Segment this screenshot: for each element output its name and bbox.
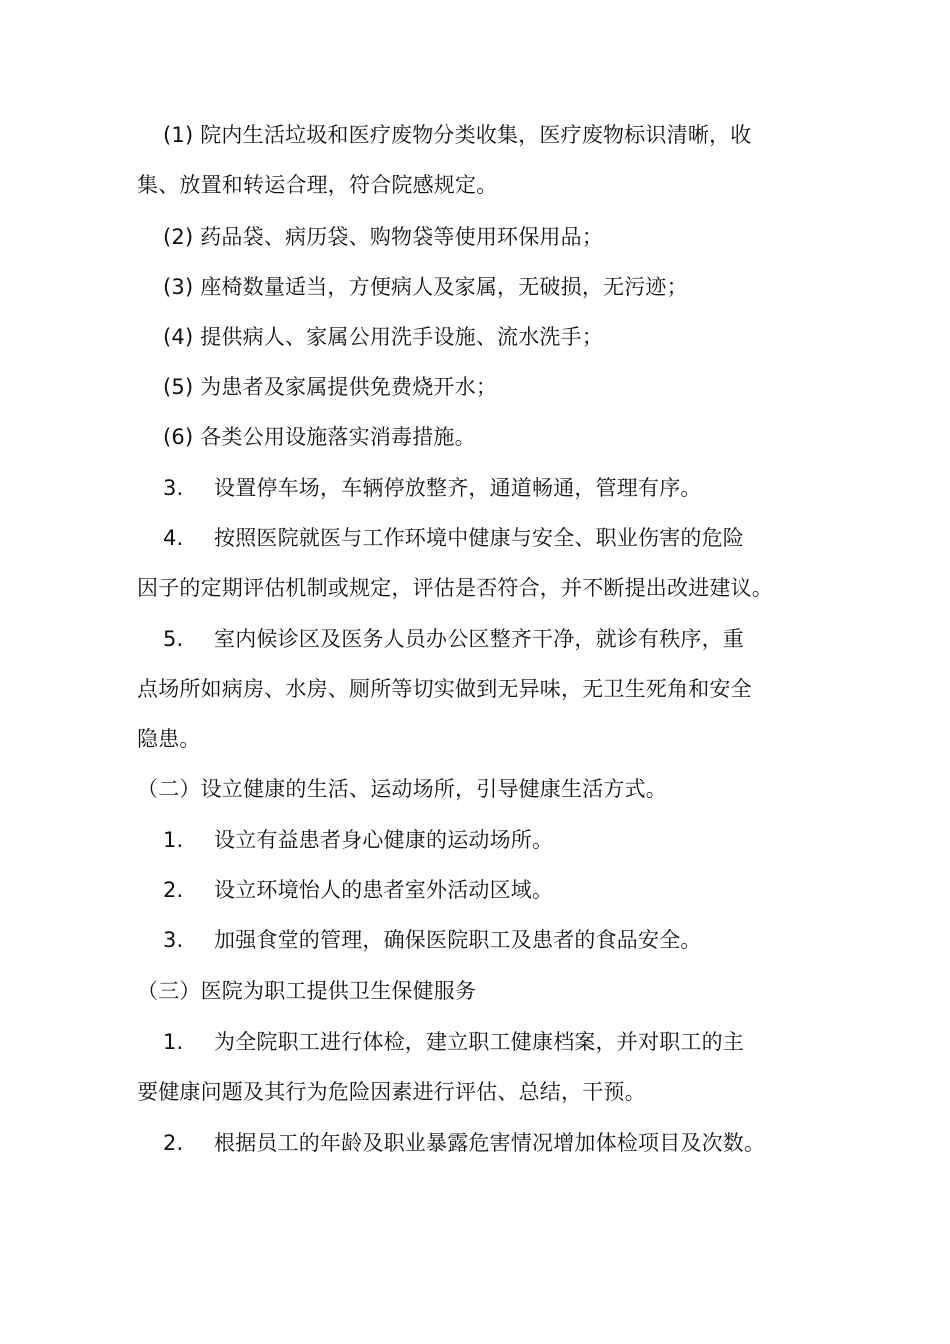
item-number: 4. bbox=[163, 526, 184, 550]
paragraph-text: 集、放置和转运合理，符合院感规定。 bbox=[137, 173, 498, 197]
item-number: 2. bbox=[163, 1131, 184, 1155]
paragraph-line bbox=[137, 674, 752, 704]
paragraph-text: 按照医院就医与工作环境中健康与安全、职业伤害的危险 bbox=[214, 526, 744, 550]
item-number: 3. bbox=[163, 928, 184, 952]
paragraph-text: 加强食堂的管理，确保医院职工及患者的食品安全。 bbox=[214, 928, 702, 952]
paragraph-text: 设置停车场，车辆停放整齐，通道畅通，管理有序。 bbox=[214, 476, 702, 500]
item-number: (4) bbox=[163, 325, 194, 349]
item-number: (3) bbox=[163, 275, 194, 299]
paragraph-line bbox=[163, 925, 702, 955]
paragraph-line bbox=[163, 523, 744, 553]
paragraph-line bbox=[137, 170, 497, 200]
paragraph-text: 为全院职工进行体检，建立职工健康档案，并对职工的主 bbox=[214, 1030, 744, 1054]
item-number: (5) bbox=[163, 375, 194, 399]
paragraph-text: 室内候诊区及医务人员办公区整齐干净，就诊有秩序，重 bbox=[214, 627, 744, 651]
paragraph-text: 药品袋、病历袋、购物袋等使用环保用品； bbox=[193, 225, 604, 249]
paragraph-line bbox=[163, 322, 603, 352]
paragraph-line bbox=[163, 120, 751, 150]
paragraph-line bbox=[163, 422, 476, 452]
paragraph-text: 院内生活垃圾和医疗废物分类收集，医疗废物标识清晰，收 bbox=[193, 123, 752, 147]
item-number: (1) bbox=[163, 123, 194, 147]
paragraph-line bbox=[163, 222, 603, 252]
item-number: (6) bbox=[163, 425, 194, 449]
item-number: 1. bbox=[163, 1030, 184, 1054]
paragraph-line bbox=[137, 1077, 646, 1107]
item-number: 1. bbox=[163, 828, 184, 852]
item-number: 3. bbox=[163, 476, 184, 500]
item-number: (2) bbox=[163, 225, 194, 249]
section-heading bbox=[137, 976, 476, 1006]
paragraph-line bbox=[163, 473, 702, 503]
paragraph-text: 因子的定期评估机制或规定，评估是否符合，并不断提出改进建议。 bbox=[137, 576, 773, 600]
paragraph-text: 隐患。 bbox=[137, 727, 201, 751]
paragraph-text: 座椅数量适当，方便病人及家属，无破损，无污迹； bbox=[193, 275, 688, 299]
paragraph-text: 为患者及家属提供免费烧开水； bbox=[193, 375, 498, 399]
paragraph-text: 根据员工的年龄及职业暴露危害情况增加体检项目及次数。 bbox=[214, 1131, 766, 1155]
paragraph-text: 各类公用设施落实消毒措施。 bbox=[193, 425, 476, 449]
paragraph-line bbox=[163, 624, 744, 654]
paragraph-text: 设立有益患者身心健康的运动场所。 bbox=[214, 828, 554, 852]
paragraph-text: 提供病人、家属公用洗手设施、流水洗手； bbox=[193, 325, 604, 349]
paragraph-line bbox=[137, 573, 773, 603]
section-heading-text: （三）医院为职工提供卫生保健服务 bbox=[137, 979, 477, 1003]
paragraph-line bbox=[163, 272, 688, 302]
section-heading-text: （二）设立健康的生活、运动场所，引导健康生活方式。 bbox=[137, 777, 667, 801]
paragraph-line bbox=[137, 724, 201, 754]
paragraph-text: 要健康问题及其行为危险因素进行评估、总结，干预。 bbox=[137, 1080, 646, 1104]
item-number: 2. bbox=[163, 878, 184, 902]
paragraph-line bbox=[163, 1027, 744, 1057]
paragraph-line bbox=[163, 825, 553, 855]
paragraph-line bbox=[163, 1128, 765, 1158]
item-number: 5. bbox=[163, 627, 184, 651]
paragraph-line bbox=[163, 372, 497, 402]
section-heading bbox=[137, 774, 667, 804]
paragraph-line bbox=[163, 875, 553, 905]
paragraph-text: 点场所如病房、水房、厕所等切实做到无异味，无卫生死角和安全 bbox=[137, 677, 752, 701]
paragraph-text: 设立环境怡人的患者室外活动区域。 bbox=[214, 878, 554, 902]
